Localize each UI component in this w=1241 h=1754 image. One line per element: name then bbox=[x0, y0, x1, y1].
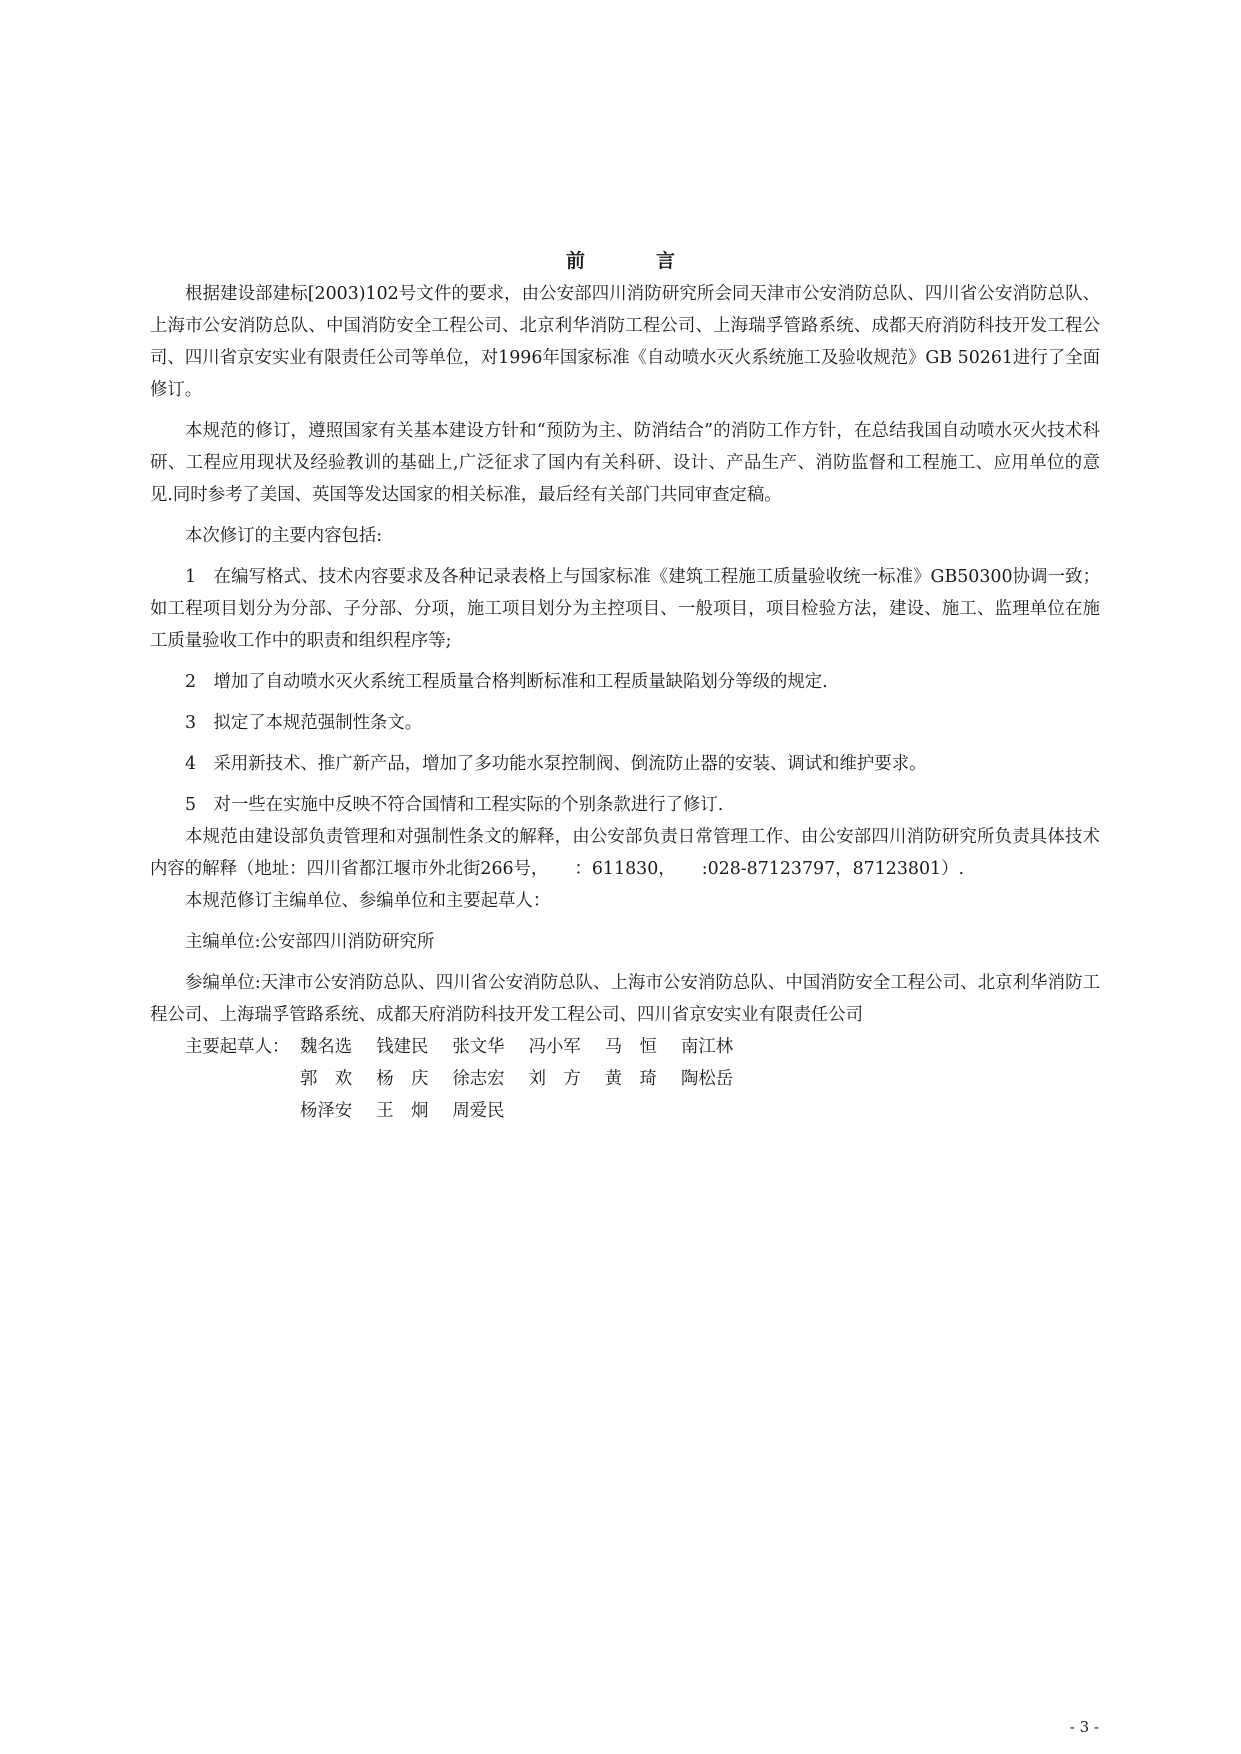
paragraph-item-4: 4 采用新技术、推广新产品，增加了多功能水泵控制阀、倒流防止器的安装、调试和维护要求。 bbox=[185, 754, 927, 774]
drafter-name: 杨 庆 bbox=[376, 1069, 429, 1089]
drafter-name: 马 恒 bbox=[604, 1037, 657, 1057]
page-title: 前 言 bbox=[565, 250, 701, 272]
paragraph-administration: 本规范由建设部负责管理和对强制性条文的解释，由公安部负责日常管理工作、由公安部四川消防研究所负责具体技术内容的解释（地址：四川省都江堰市外北街266号， ：611830， :028-87123797，87123801）. bbox=[150, 827, 1100, 879]
paragraph-item-1: 1 在编写格式、技术内容要求及各种记录表格上与国家标准《建筑工程施工质量验收统一标准》GB50300协调一致；如工程项目划分为分部、子分部、分项，施工项目划分为主控项目、一般项目，项目检验方法，建设、施工、监理单位在施工质量验收工作中的职责和组织程序等; bbox=[150, 567, 1100, 651]
paragraph-intro: 根据建设部建标[2003)102号文件的要求，由公安部四川消防研究所会同天津市公安消防总队、四川省公安消防总队、上海市公安消防总队、中国消防安全工程公司、北京利华消防工程公司、上海瑞孚管路系统、成都天府消防科技开发工程公司、四川省京安实业有限责任公司等单位，对1996年国家标准《自动喷水灭火系统施工及验收规范》GB 50261进行了全面修订。 bbox=[150, 284, 1100, 400]
paragraph-item-2: 2 增加了自动喷水灭火系统工程质量合格判断标准和工程质量缺陷划分等级的规定. bbox=[185, 672, 828, 692]
drafter-name: 王 炯 bbox=[376, 1101, 429, 1121]
drafter-name: 周爱民 bbox=[452, 1101, 505, 1121]
drafter-name: 冯小军 bbox=[528, 1037, 581, 1057]
drafters-row-2 bbox=[150, 1063, 1100, 1095]
drafter-name: 刘 方 bbox=[528, 1069, 581, 1089]
drafter-name: 钱建民 bbox=[376, 1037, 429, 1057]
paragraph-item-5: 5 对一些在实施中反映不符合国情和工程实际的个别条款进行了修订. bbox=[185, 795, 724, 815]
paragraph-chief-unit: 主编单位:公安部四川消防研究所 bbox=[185, 932, 435, 952]
paragraph-principles: 本规范的修订，遵照国家有关基本建设方针和“预防为主、防消结合”的消防工作方针，在总结我国自动喷水灭火技术科研、工程应用现状及经验教训的基础上,广泛征求了国内有关科研、设计、产品生产、消防监督和工程施工、应用单位的意见.同时参考了美国、英国等发达国家的相关标准，最后经有关部门共同审查定稿。 bbox=[150, 421, 1100, 505]
drafter-name: 黄 琦 bbox=[604, 1069, 657, 1089]
drafter-name: 杨泽安 bbox=[300, 1101, 353, 1121]
drafter-name: 张文华 bbox=[452, 1037, 505, 1057]
paragraph-units-heading: 本规范修订主编单位、参编单位和主要起草人： bbox=[185, 891, 551, 911]
page-number: - 3 - bbox=[1069, 1718, 1099, 1736]
drafter-name: 郭 欢 bbox=[300, 1069, 353, 1089]
drafter-name: 南江林 bbox=[680, 1037, 734, 1057]
drafter-name: 魏名选 bbox=[300, 1037, 353, 1057]
drafters-row-1 bbox=[150, 1031, 1100, 1063]
paragraph-participating-units: 参编单位:天津市公安消防总队、四川省公安消防总队、上海市公安消防总队、中国消防安全工程公司、北京利华消防工程公司、上海瑞孚管路系统、成都天府消防科技开发工程公司、四川省京安实业有限责任公司 bbox=[150, 973, 1100, 1025]
paragraph-item-3: 3 拟定了本规范强制性条文。 bbox=[185, 713, 423, 733]
paragraph-contents-heading: 本次修订的主要内容包括: bbox=[185, 526, 383, 546]
drafter-name: 徐志宏 bbox=[452, 1069, 505, 1089]
drafters-label: 主要起草人： bbox=[185, 1037, 290, 1057]
drafter-name: 陶松岳 bbox=[680, 1069, 734, 1089]
preface-body bbox=[150, 278, 1100, 1127]
drafters-row-3 bbox=[150, 1095, 1100, 1127]
